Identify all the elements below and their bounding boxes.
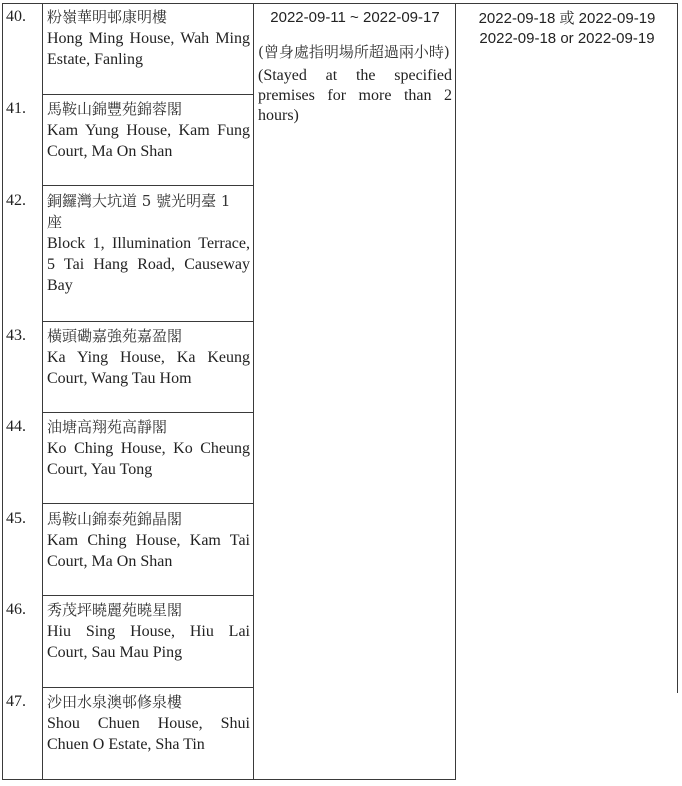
- premises-name-en: Shou Chuen House, Shui Chuen O Estate, Sha Tin: [47, 715, 250, 753]
- column-divider-number: [42, 3, 43, 780]
- premises-name-zh: 馬鞍山錦豐苑錦蓉閣: [47, 100, 183, 118]
- row-divider: [42, 321, 254, 322]
- premises-name-zh: 橫頭磡嘉強苑嘉盈閣: [47, 327, 183, 345]
- test-dates-zh: 2022-09-18 或 2022-09-19: [478, 10, 656, 27]
- row-divider: [42, 185, 254, 186]
- row-number: 47.: [6, 693, 26, 710]
- column-divider-premises: [253, 3, 254, 780]
- premises-name-en: Ka Ying House, Ka Keung Court, Wang Tau Hom: [47, 349, 250, 387]
- premises-name-en: Kam Ching House, Kam Tai Court, Ma On Shan: [47, 532, 250, 570]
- row-number: 46.: [6, 601, 26, 618]
- premises-cell: [47, 326, 250, 389]
- premises-name-en: Block 1, Illumination Terrace, 5 Tai Hang Road, Causeway Bay: [47, 235, 250, 294]
- premises-cell: [47, 692, 250, 755]
- row-divider: [42, 595, 254, 596]
- row-number: 40.: [6, 8, 26, 25]
- row-divider: [42, 94, 254, 95]
- premises-name-zh: 油塘高翔苑高靜閣: [47, 418, 168, 436]
- period-note-zh: (曾身處指明場所超過兩小時): [258, 43, 450, 61]
- row-divider: [42, 687, 254, 688]
- row-divider: [42, 412, 254, 413]
- test-dates-cell: [458, 9, 676, 49]
- premises-cell: [47, 99, 250, 162]
- premises-table: [2, 3, 678, 780]
- table-border-left: [2, 3, 3, 780]
- premises-name-en: Hong Ming House, Wah Ming Estate, Fanling: [47, 30, 250, 68]
- premises-cell: [47, 600, 250, 663]
- row-number: 44.: [6, 418, 26, 435]
- row-divider: [42, 503, 254, 504]
- premises-name-zh: 秀茂坪曉麗苑曉星閣: [47, 601, 183, 619]
- premises-cell: [47, 7, 250, 70]
- row-number: 43.: [6, 327, 26, 344]
- table-border-right: [677, 3, 678, 693]
- period-note-en: (Stayed at the specified premises for more than 2 hours): [258, 67, 452, 124]
- premises-cell: [47, 191, 250, 296]
- row-number: 41.: [6, 100, 26, 117]
- premises-name-zh: 粉嶺華明邨康明樓: [47, 8, 168, 26]
- premises-name-zh: 銅鑼灣大坑道 5 號光明臺 1 座: [47, 192, 231, 231]
- period-dates: 2022-09-11 ~ 2022-09-17: [270, 9, 440, 26]
- premises-name-en: Hiu Sing House, Hiu Lai Court, Sau Mau Ping: [47, 623, 250, 661]
- row-number: 45.: [6, 510, 26, 527]
- premises-name-zh: 沙田水泉澳邨修泉樓: [47, 693, 183, 711]
- premises-cell: [47, 417, 250, 480]
- table-border-bottom: [2, 779, 456, 780]
- table-border-top: [2, 3, 678, 4]
- premises-name-en: Ko Ching House, Ko Cheung Court, Yau Tong: [47, 440, 250, 478]
- premises-cell: [47, 509, 250, 572]
- column-divider-period: [455, 3, 456, 780]
- premises-name-zh: 馬鞍山錦泰苑錦晶閣: [47, 510, 183, 528]
- row-number: 42.: [6, 192, 26, 209]
- test-dates-en: 2022-09-18 or 2022-09-19: [479, 30, 655, 47]
- period-cell: [258, 8, 452, 126]
- premises-name-en: Kam Yung House, Kam Fung Court, Ma On Shan: [47, 122, 250, 160]
